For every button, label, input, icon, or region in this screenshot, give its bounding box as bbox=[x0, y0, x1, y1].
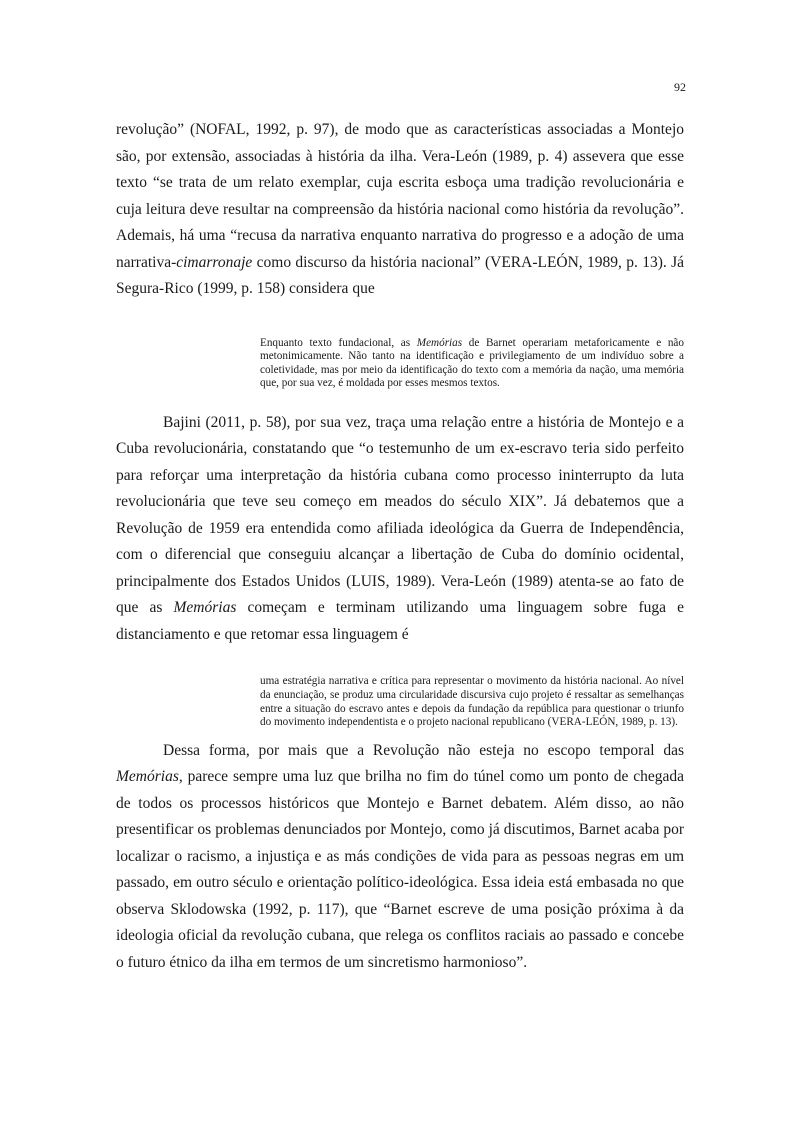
block-quote-1 bbox=[260, 337, 684, 391]
paragraph-1-text-b: como discurso da história nacional” (VERA-LEÓN, 1989, p. 13). Já Segura-Rico (1999, p. 158) considera que bbox=[116, 253, 684, 297]
quote-2-text: uma estratégia narrativa e crítica para representar o movimento da história nacional. Ao nível da enunciação, se produz uma circularidade discursiva cujo projeto é ressaltar as semelhanças entre a situação do escravo antes e depois da fundação da república para questionar o triunfo do movimento independentista e o projeto nacional republicano (VERA-LEÓN, 1989, p. 13). bbox=[260, 675, 684, 729]
paragraph-3-text-a: Dessa forma, por mais que a Revolução não esteja no escopo temporal das bbox=[163, 741, 684, 759]
page-number: 92 bbox=[674, 80, 686, 94]
paragraph-1-italic: cimarronaje bbox=[176, 253, 253, 271]
quote-1-text-b: de Barnet operariam metaforicamente e não metonimicamente. Não tanto na identificação e privilegiamento de um indivíduo sobre a coletividade, mas por meio da identificação do texto com a memória da nação, uma memória que, por sua vez, é moldada por esses mesmos textos. bbox=[260, 336, 684, 390]
paragraph-2-italic: Memórias bbox=[173, 599, 237, 617]
paragraph-2-text-a: Bajini (2011, p. 58), por sua vez, traça uma relação entre a história de Montejo e a Cuba revolucionária, constatando que “o testemunho de um ex-escravo teria sido perfeito para reforçar uma interpretação da história cubana como processo ininterrupto da luta revolucionária que teve seu começo em meados do século XIX”. Já debatemos que a Revolução de 1959 era entendida como afiliada ideológica da Guerra de Independência, com o diferencial que conseguiu alcançar a libertação de Cuba do domínio ocidental, principalmente dos Estados Unidos (LUIS, 1989). Vera-León (1989) atenta-se ao fato de que as bbox=[116, 413, 684, 617]
quote-1-text-a: Enquanto texto fundacional, as bbox=[260, 336, 417, 349]
block-quote-2 bbox=[260, 675, 684, 729]
paragraph-1-text-a: revolução” (NOFAL, 1992, p. 97), de modo que as características associadas a Montejo são, por extensão, associadas à história da ilha. Vera-León (1989, p. 4) assevera que esse texto “se trata de um relato exemplar, cuja escrita esboça uma tradição revolucionária e cuja leitura deve resultar na compreensão da história nacional como história da revolução”. Ademais, há uma “recusa da narrativa enquanto narrativa do progresso e a adoção de uma narrativa- bbox=[116, 121, 684, 271]
paragraph-3-italic: Memórias bbox=[116, 768, 179, 786]
quote-1-italic: Memórias bbox=[416, 336, 463, 349]
page-body bbox=[116, 117, 684, 976]
body-paragraph-2 bbox=[116, 410, 684, 649]
paragraph-2-text-b: começam e terminam utilizando uma linguagem sobre fuga e distanciamento e que retomar essa linguagem é bbox=[116, 599, 684, 643]
paragraph-3-text-b: , parece sempre uma luz que brilha no fim do túnel como um ponto de chegada de todos os processos históricos que Montejo e Barnet debatem. Além disso, ao não presentificar os problemas denunciados por Montejo, como já discutimos, Barnet acaba por localizar o racismo, a injustiça e as más condições de vida para as pessoas negras em um passado, em outro século e orientação político-ideológica. Essa ideia está embasada no que observa Sklodowska (1992, p. 117), que “Barnet escreve de uma posição próxima à da ideologia oficial da revolução cubana, que relega os conflitos raciais ao passado e concebe o futuro étnico da ilha em termos de um sincretismo harmonioso”. bbox=[116, 768, 684, 971]
body-paragraph-3 bbox=[116, 738, 684, 977]
body-paragraph-1 bbox=[116, 117, 684, 303]
